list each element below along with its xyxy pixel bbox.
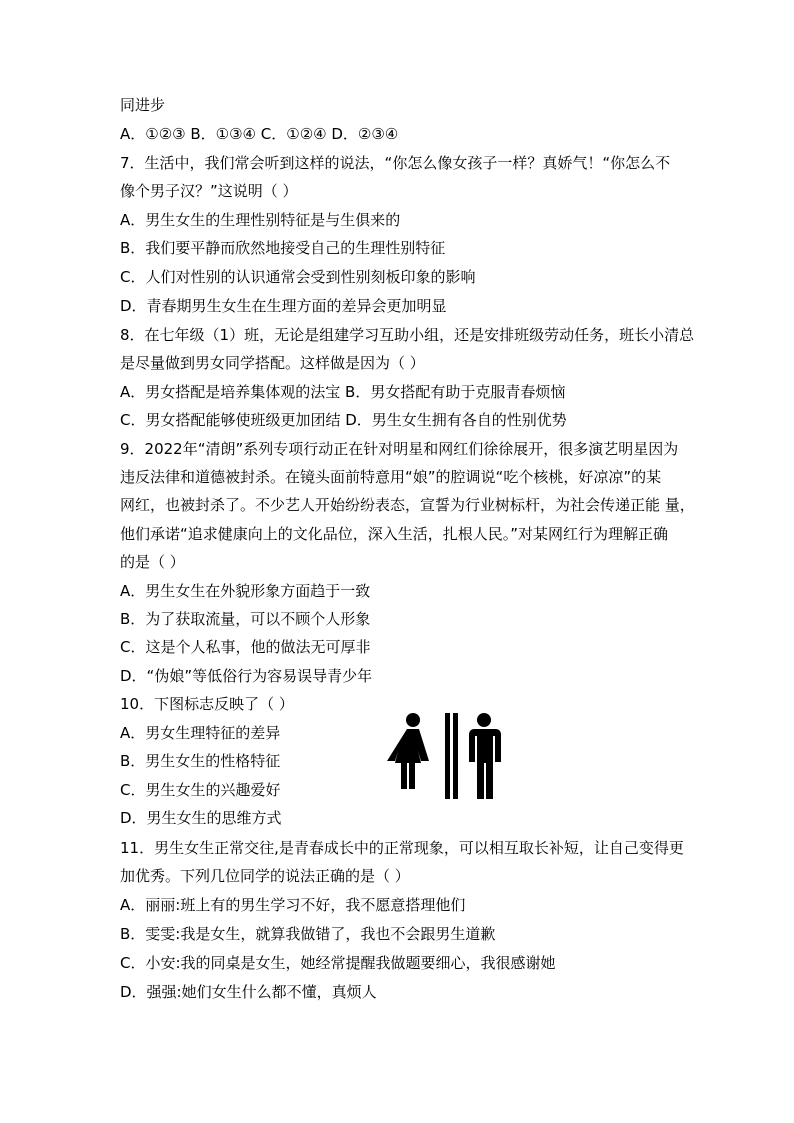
question-10-stem: 10．下图标志反映了（ ） (120, 695, 294, 713)
option-b: B．我们要平静而欣然地接受自己的生理性别特征 (120, 239, 446, 257)
option-a: A．丽丽:班上有的男生学习不好，我不愿意搭理他们 (120, 896, 466, 914)
option-d: D．“伪娘”等低俗行为容易误导青少年 (120, 667, 373, 685)
text-line: 加优秀。下列几位同学的说法正确的是（ ） (120, 867, 410, 885)
option-row: C．男女搭配能够使班级更加团结 D．男生女生拥有各自的性别优势 (120, 411, 567, 429)
text-line: 的是（ ） (120, 553, 185, 571)
option-a: A．男生女生的生理性别特征是与生俱来的 (120, 211, 401, 229)
option-c: C．这是个人私事，他的做法无可厚非 (120, 638, 371, 656)
option-row: A．男女搭配是培养集体观的法宝 B．男女搭配有助于克服青春烦恼 (120, 383, 566, 401)
option-d: D．男生女生的思维方式 (120, 809, 282, 827)
female-figure-icon (387, 713, 429, 789)
text-line: 网红，也被封杀了。不少艺人开始纷纷表态，宣誓为行业树标杆，为社会传递正能 量， (120, 496, 695, 514)
divider-icon (445, 713, 458, 799)
restroom-sign-icon (386, 712, 510, 800)
text-line: 是尽量做到男女同学搭配。这样做是因为（ ） (120, 354, 425, 372)
question-7-stem: 7．生活中，我们常会听到这样的说法，“你怎么像女孩子一样？真娇气！“你怎么不 (120, 154, 671, 172)
text-line: 同进步 (120, 96, 166, 114)
text-line: A．①②③ B．①③④ C．①②④ D．②③④ (120, 125, 399, 143)
option-b: B．为了获取流量，可以不顾个人形象 (120, 610, 371, 628)
text-line: 像个男子汉？”这说明（ ） (120, 182, 298, 200)
question-11-stem: 11．男生女生正常交往,是青春成长中的正常现象，可以相互取长补短，让自己变得更 (120, 839, 684, 857)
option-c: C．小安:我的同桌是女生，她经常提醒我做题要细心，我很感谢她 (120, 954, 556, 972)
option-c: C．人们对性别的认识通常会受到性别刻板印象的影响 (120, 268, 476, 286)
question-9-stem: 9．2022年“清朗”系列专项行动正在针对明星和网红们徐徐展开，很多演艺明星因为 (120, 440, 679, 458)
option-d: D．青春期男生女生在生理方面的差异会更加明显 (120, 297, 447, 315)
text-line: 他们承诺“追求健康向上的文化品位，深入生活，扎根人民。”对某网红行为理解正确 (120, 525, 669, 543)
option-d: D．强强:她们女生什么都不懂，真烦人 (120, 983, 377, 1001)
option-c: C．男生女生的兴趣爱好 (120, 781, 281, 799)
text-line: 违反法律和道德被封杀。在镜头面前特意用“娘”的腔调说“吃个核桃，好凉凉”的某 (120, 468, 662, 486)
option-a: A．男生女生在外貌形象方面趋于一致 (120, 582, 371, 600)
option-b: B．雯雯:我是女生，就算我做错了，我也不会跟男生道歉 (120, 925, 496, 943)
question-8-stem: 8．在七年级（1）班，无论是组建学习互助小组，还是安排班级劳动任务，班长小清总 (120, 326, 695, 344)
option-a: A．男女生理特征的差异 (120, 724, 281, 742)
option-b: B．男生女生的性格特征 (120, 752, 281, 770)
male-figure-icon (469, 713, 501, 799)
